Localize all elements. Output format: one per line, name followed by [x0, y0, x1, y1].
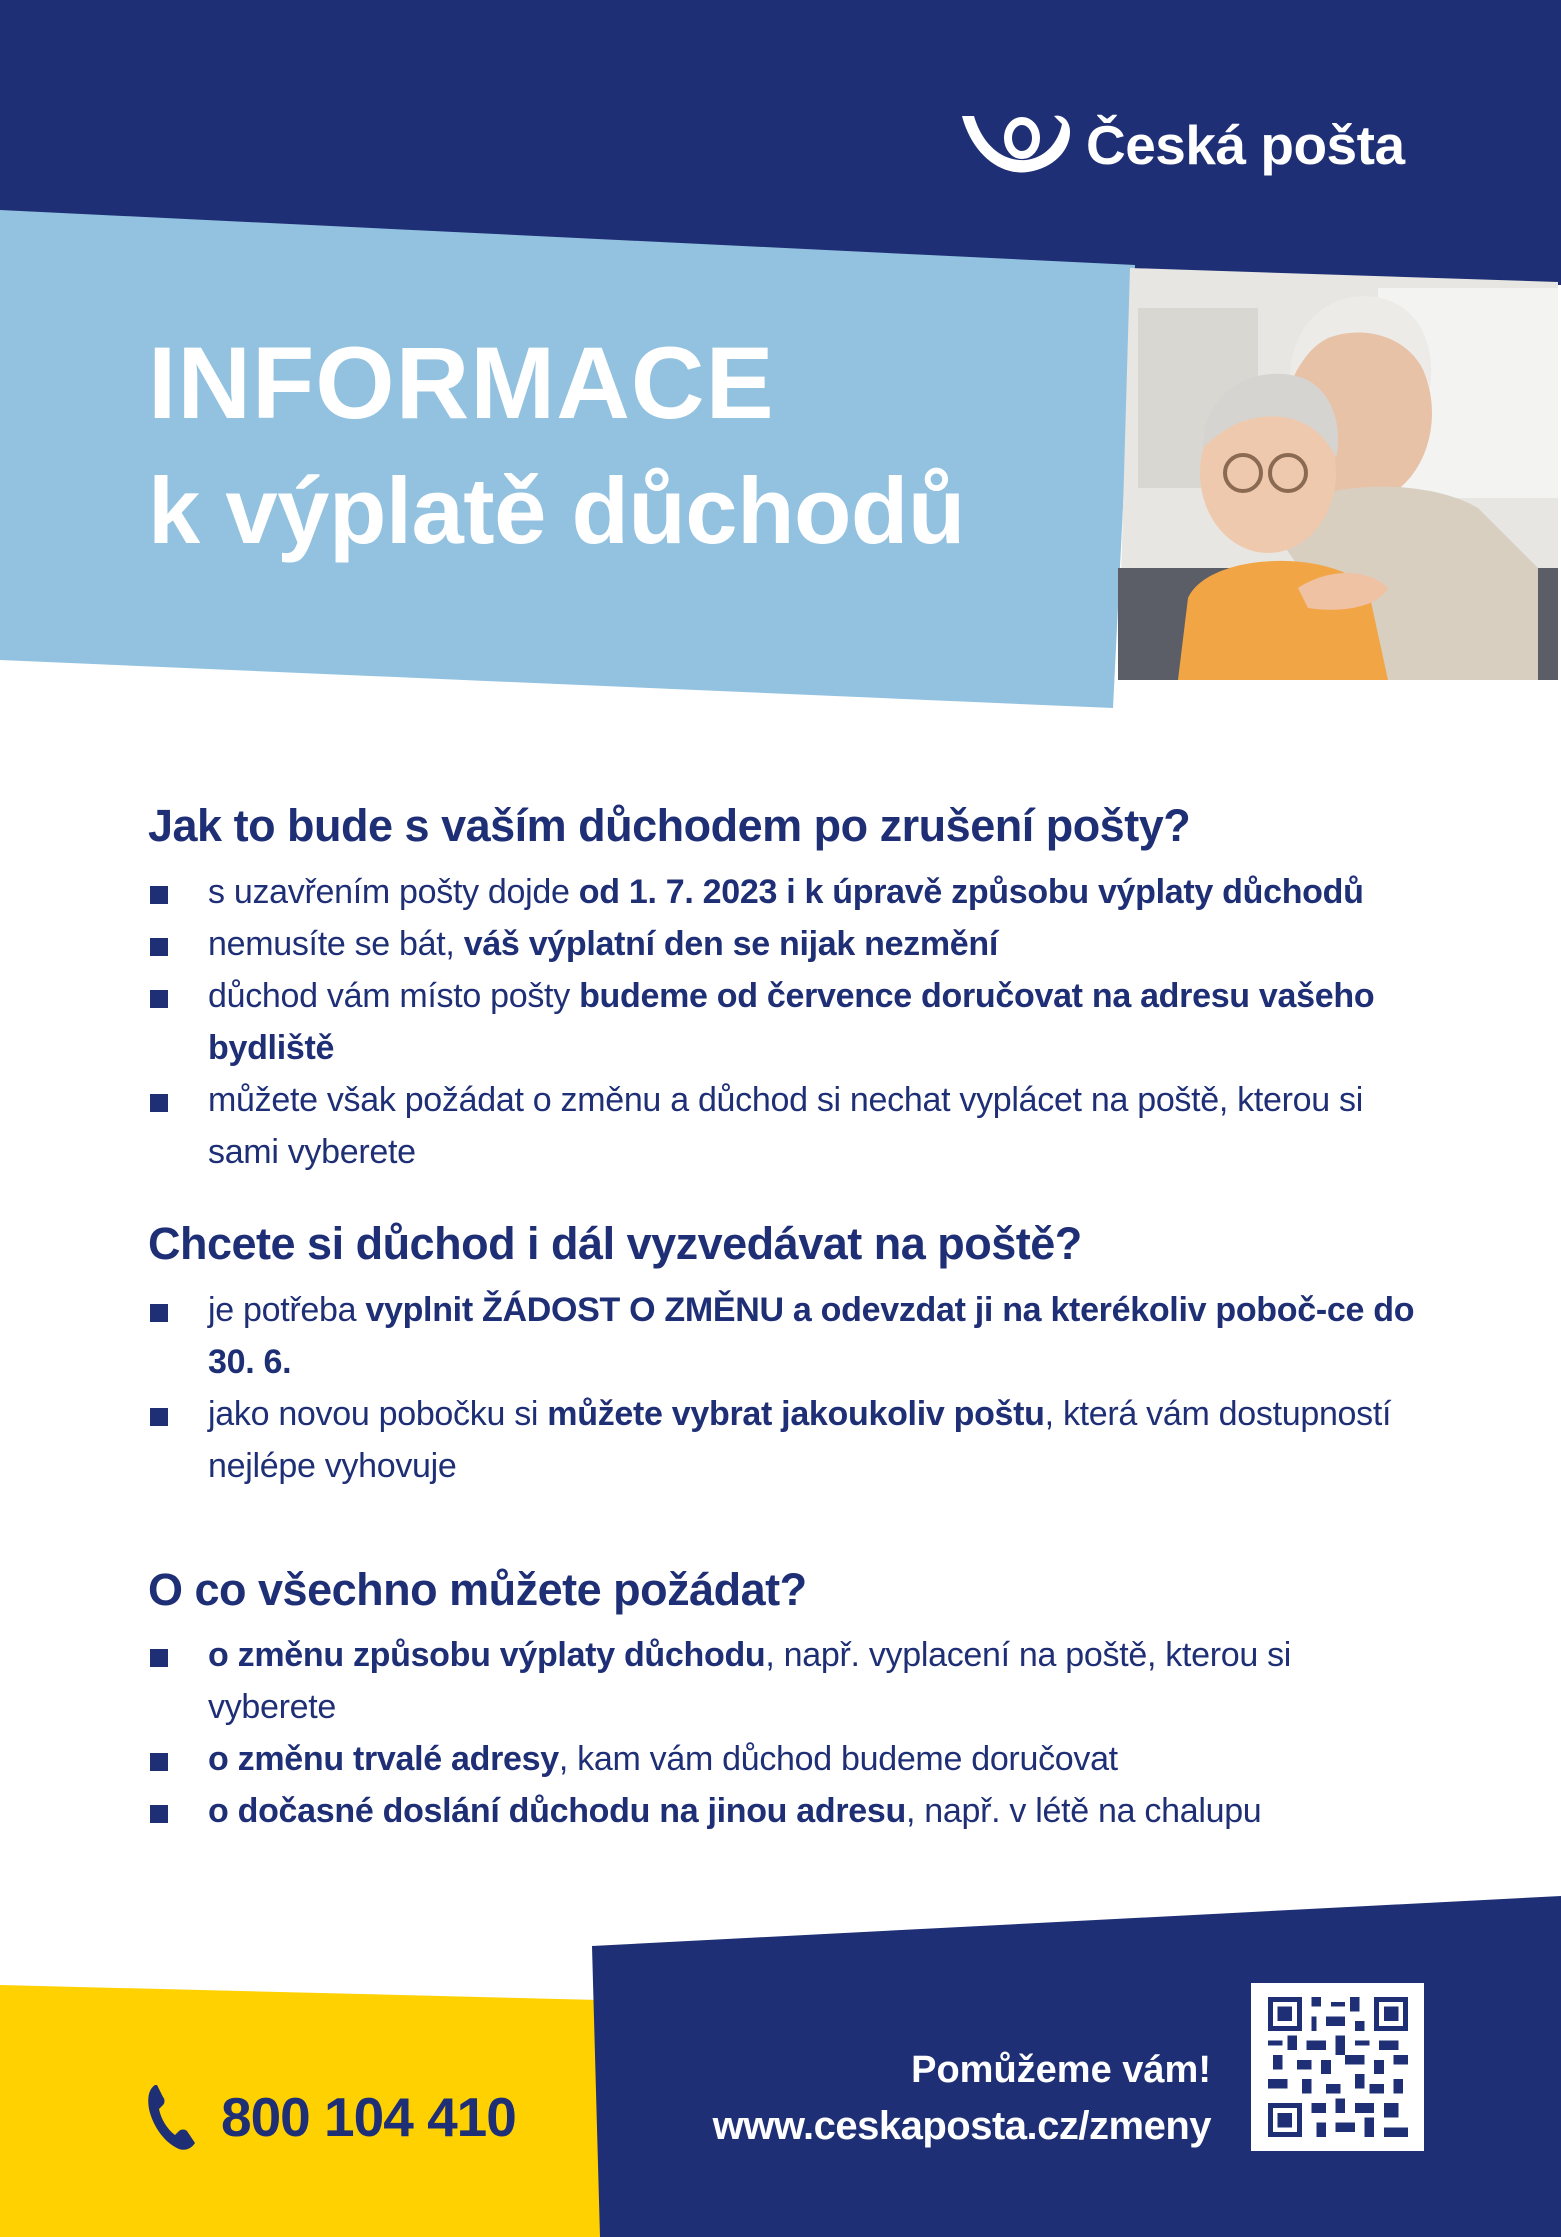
list-item	[148, 1284, 1418, 1388]
bullet-list	[148, 1284, 1418, 1492]
text: je potřeba	[208, 1290, 366, 1329]
website-link[interactable]: www.ceskaposta.cz/zmeny	[712, 2104, 1211, 2148]
square-bullet-icon	[150, 1805, 168, 1823]
section-pickup-at-post	[148, 1218, 1418, 1492]
square-bullet-icon	[150, 1408, 168, 1426]
square-bullet-icon	[150, 938, 168, 956]
text: důchod vám místo pošty	[208, 976, 580, 1015]
section-what-to-request	[148, 1564, 1418, 1838]
list-item	[148, 866, 1418, 918]
list-item	[148, 918, 1418, 970]
phone-number: 800 104 410	[221, 2086, 516, 2148]
bold-text: váš výplatní den se nijak nezmění	[463, 924, 999, 963]
bold-text: o změnu trvalé adresy	[208, 1740, 559, 1779]
help-block	[713, 2042, 1211, 2154]
square-bullet-icon	[150, 886, 168, 904]
list-item	[148, 1785, 1418, 1837]
bold-text: od 1. 7. 2023 i k úpravě způsobu výplaty důchodů	[578, 872, 1364, 911]
hero-title	[148, 326, 965, 563]
bullet-list	[148, 1629, 1418, 1837]
section-heading: O co všechno můžete požádat?	[148, 1563, 807, 1615]
elderly-couple-photo	[1118, 268, 1558, 680]
phone-contact[interactable]	[145, 2081, 516, 2153]
phone-icon	[145, 2081, 199, 2153]
help-text: Pomůžeme vám!	[911, 2049, 1211, 2091]
hero-title-line1: INFORMACE	[148, 326, 775, 440]
text: , která vám dostupností nejlépe vyhovuje	[208, 1394, 1392, 1485]
text: nemusíte se bát,	[208, 924, 464, 963]
bold-text: můžete vybrat jakoukoliv poštu	[547, 1394, 1045, 1433]
list-item	[148, 1733, 1418, 1785]
qr-code-icon	[1268, 1997, 1408, 2137]
list-item	[148, 1388, 1418, 1492]
section-heading: Jak to bude s vaším důchodem po zrušení pošty?	[148, 800, 1191, 851]
square-bullet-icon	[150, 1304, 168, 1322]
bullet-list	[148, 866, 1418, 1178]
text: můžete však požádat o změnu a důchod si nechat vyplácet na poště, kterou si sami vyberete	[208, 1080, 1363, 1171]
bold-text: o změnu způsobu výplaty důchodu	[208, 1636, 766, 1675]
bold-text: o dočasné doslání důchodu na jinou adresu	[208, 1792, 906, 1831]
square-bullet-icon	[150, 990, 168, 1008]
text: s uzavřením pošty dojde	[208, 872, 579, 911]
text: , např. vyplacení na poště, kterou si vyberete	[208, 1636, 1292, 1727]
bold-text: budeme od července doručovat na adresu vašeho bydliště	[208, 976, 1375, 1067]
list-item	[148, 970, 1418, 1074]
square-bullet-icon	[150, 1094, 168, 1112]
list-item	[148, 1074, 1418, 1178]
bold-text: vyplnit ŽÁDOST O ZMĚNU a odevzdat ji na kterékoliv poboč-ce do 30. 6.	[208, 1290, 1415, 1381]
ceska-posta-logo	[958, 110, 1405, 180]
text: jako novou pobočku si	[208, 1394, 548, 1433]
qr-code[interactable]	[1251, 1983, 1424, 2151]
text: , např. v létě na chalupu	[906, 1792, 1262, 1831]
text: , kam vám důchod budeme doručovat	[558, 1740, 1118, 1779]
square-bullet-icon	[150, 1753, 168, 1771]
hero-title-line2: k výplatě důchodů	[148, 458, 965, 563]
logo-text: Česká pošta	[1086, 114, 1405, 176]
post-horn-icon	[958, 110, 1074, 180]
main-content	[148, 800, 1418, 1837]
section-pension-after-closure	[148, 800, 1418, 1178]
list-item	[148, 1629, 1418, 1733]
square-bullet-icon	[150, 1649, 168, 1667]
section-heading: Chcete si důchod i dál vyzvedávat na poště?	[148, 1217, 1082, 1269]
